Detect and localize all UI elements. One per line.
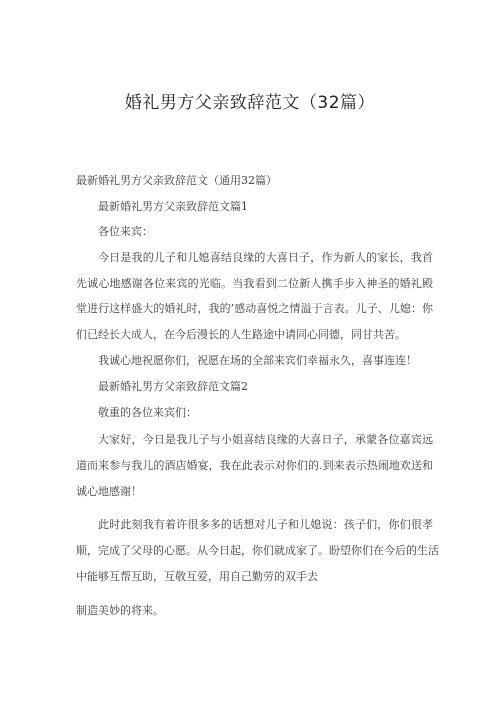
section1-paragraph-line: 们已经长大成人，在今后漫长的人生路途中请同心同德，同甘共苦。 xyxy=(76,328,406,341)
section1-heading: 最新婚礼男方父亲致辞范文篇1 xyxy=(98,200,248,213)
section2-closing-line: 制造美妙的将来。 xyxy=(76,604,164,617)
section1-paragraph-line: 今日是我的儿子和儿媳喜结良缘的大喜日子，作为新人的家长，我首 xyxy=(98,251,433,264)
section2-paragraph-line: 大家好，今日是我儿子与小姐喜结良缘的大喜日子，承蒙各位嘉宾远 xyxy=(98,433,433,446)
section1-paragraph-line: 堂进行这样盛大的婚礼时，我的’感动喜悦之情溢于言表。儿子、儿媳：你 xyxy=(76,302,433,315)
document-title: 婚礼男方父亲致辞范文（32篇） xyxy=(124,93,376,113)
section1-paragraph-line: 先诚心地感谢各位来宾的光临。当我看到二位新人携手步入神圣的婚礼殿 xyxy=(76,277,433,290)
section2-heading: 最新婚礼男方父亲致辞范文篇2 xyxy=(98,380,248,393)
section2-paragraph-line: 中能够互帮互助，互敬互爱，用自己勤劳的双手去 xyxy=(76,570,318,583)
section2-greeting: 敬重的各位来宾们： xyxy=(98,406,197,419)
section2-paragraph-line: 顺，完成了父母的心愿。从今日起，你们就成家了。盼望你们在今后的生活 xyxy=(76,544,439,557)
section2-paragraph-line: 诚心地感谢！ xyxy=(76,485,142,498)
document-subtitle: 最新婚礼男方父亲致辞范文（通用32篇） xyxy=(76,174,277,187)
section2-paragraph-line: 道而来参与我儿的酒店婚宴，我在此表示对你们的.到来表示热闹地欢送和 xyxy=(76,459,433,472)
section1-greeting: 各位来宾： xyxy=(98,225,153,238)
section2-paragraph-line: 此时此刻我有着许很多多的话想对儿子和儿媳说：孩子们，你们很孝 xyxy=(98,518,433,531)
section1-wish-paragraph: 我诚心地祝愿你们，祝愿在场的全部来宾们幸福永久，喜事连连！ xyxy=(98,354,417,367)
